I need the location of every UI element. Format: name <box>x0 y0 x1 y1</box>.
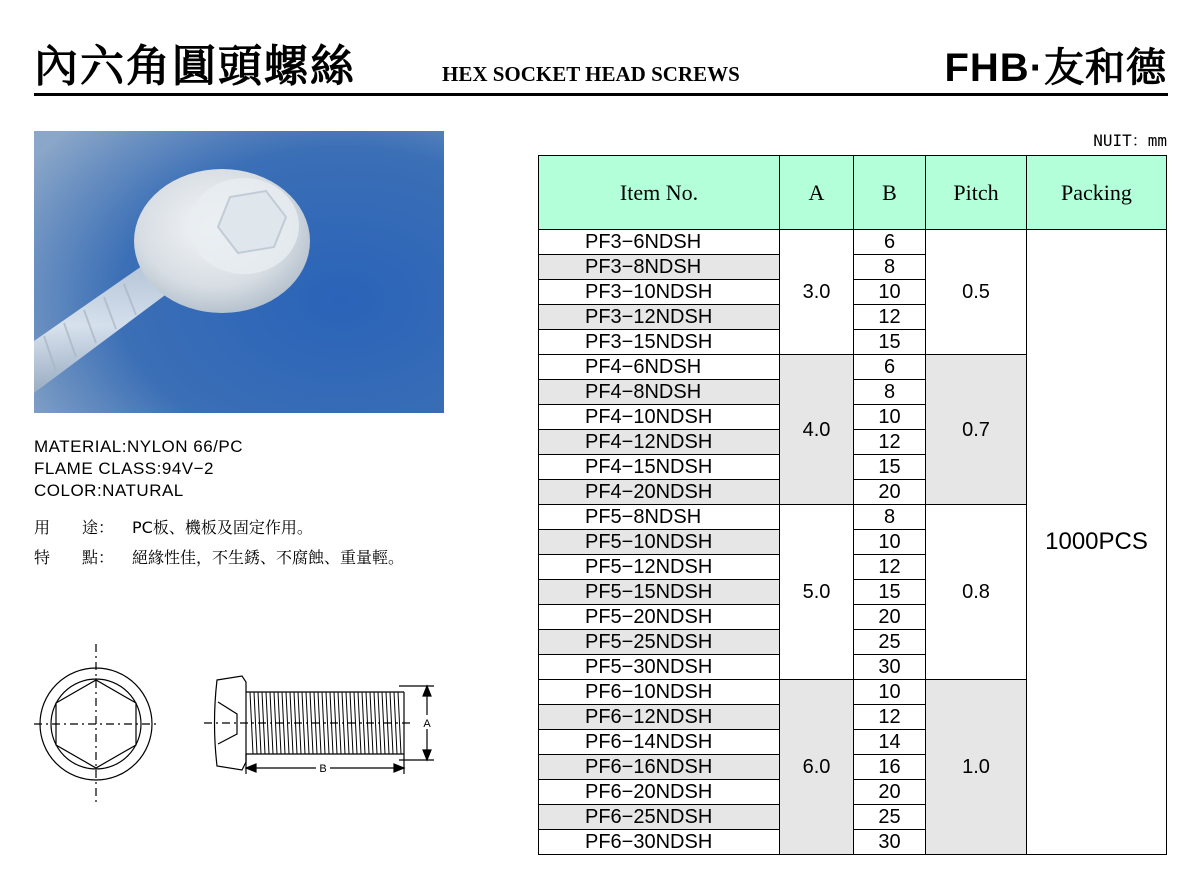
item-no-cell: PF3−12NDSH <box>539 305 780 330</box>
dimension-b-cell: 12 <box>854 430 926 455</box>
dimension-b-cell: 12 <box>854 705 926 730</box>
item-no-cell: PF5−15NDSH <box>539 580 780 605</box>
item-no-cell: PF5−8NDSH <box>539 505 780 530</box>
dimension-b-cell: 16 <box>854 755 926 780</box>
dimension-b-cell: 6 <box>854 355 926 380</box>
dimension-b-cell: 20 <box>854 780 926 805</box>
dimension-b-label: B <box>319 763 327 775</box>
dimension-a-cell: 5.0 <box>780 505 854 680</box>
dimension-a-cell: 4.0 <box>780 355 854 505</box>
item-no-cell: PF6−14NDSH <box>539 730 780 755</box>
specifications <box>34 436 243 502</box>
usage-label: 用 途： <box>34 518 115 537</box>
dimension-a-cell: 3.0 <box>780 230 854 355</box>
dimension-b-cell: 15 <box>854 455 926 480</box>
page-title-chinese: 內六角圓頭螺絲 <box>34 41 356 92</box>
item-no-cell: PF3−8NDSH <box>539 255 780 280</box>
side-view-drawing <box>204 676 434 774</box>
item-no-cell: PF4−10NDSH <box>539 405 780 430</box>
features-label: 特 點： <box>34 548 115 567</box>
dimension-b-cell: 30 <box>854 830 926 855</box>
spec-flame-class: FLAME CLASS:94V−2 <box>34 459 215 478</box>
item-no-cell: PF6−10NDSH <box>539 680 780 705</box>
dimension-b-cell: 25 <box>854 805 926 830</box>
item-no-cell: PF4−12NDSH <box>539 430 780 455</box>
usage-row <box>34 513 454 543</box>
column-header-b: B <box>854 156 926 230</box>
unit-label: NUIT：mm <box>1093 131 1167 150</box>
dimension-b-cell: 15 <box>854 580 926 605</box>
dimension-b-cell: 10 <box>854 405 926 430</box>
dimension-b-cell: 12 <box>854 305 926 330</box>
item-no-cell: PF5−10NDSH <box>539 530 780 555</box>
column-header-packing: Packing <box>1027 156 1167 230</box>
dimension-b-cell: 30 <box>854 655 926 680</box>
features-row <box>34 543 454 573</box>
column-header-pitch: Pitch <box>926 156 1027 230</box>
dimension-b-cell: 10 <box>854 680 926 705</box>
features-text: 絕緣性佳，不生銹、不腐蝕、重量輕。 <box>132 548 405 567</box>
column-header-a: A <box>780 156 854 230</box>
item-no-cell: PF4−15NDSH <box>539 455 780 480</box>
item-no-cell: PF4−20NDSH <box>539 480 780 505</box>
spec-material: MATERIAL:NYLON 66/PC <box>34 437 244 456</box>
spec-color: COLOR:NATURAL <box>34 481 184 500</box>
usage-features <box>34 513 454 573</box>
item-no-cell: PF6−30NDSH <box>539 830 780 855</box>
item-no-cell: PF6−12NDSH <box>539 705 780 730</box>
usage-text: PC板、機板及固定作用。 <box>132 518 313 537</box>
item-no-cell: PF3−6NDSH <box>539 230 780 255</box>
item-no-cell: PF6−25NDSH <box>539 805 780 830</box>
item-no-cell: PF5−20NDSH <box>539 605 780 630</box>
pitch-cell: 1.0 <box>926 680 1027 855</box>
pitch-cell: 0.7 <box>926 355 1027 505</box>
dimension-b-cell: 10 <box>854 530 926 555</box>
header-divider <box>34 93 1168 96</box>
dimension-b-cell: 12 <box>854 555 926 580</box>
item-no-cell: PF6−16NDSH <box>539 755 780 780</box>
dimension-b-cell: 6 <box>854 230 926 255</box>
item-no-cell: PF6−20NDSH <box>539 780 780 805</box>
dimension-b-cell: 8 <box>854 380 926 405</box>
item-no-cell: PF3−10NDSH <box>539 280 780 305</box>
item-no-cell: PF5−25NDSH <box>539 630 780 655</box>
item-no-cell: PF5−30NDSH <box>539 655 780 680</box>
dimension-b-cell: 14 <box>854 730 926 755</box>
pitch-cell: 0.8 <box>926 505 1027 680</box>
table-header-row <box>539 156 1167 230</box>
item-no-cell: PF3−15NDSH <box>539 330 780 355</box>
dimension-a-cell: 6.0 <box>780 680 854 855</box>
packing-cell: 1000PCS <box>1027 230 1167 855</box>
product-photo <box>34 131 444 413</box>
dimension-a-label: A <box>423 718 431 730</box>
item-no-cell: PF4−8NDSH <box>539 380 780 405</box>
dimension-b-cell: 25 <box>854 630 926 655</box>
column-header-item-no: Item No. <box>539 156 780 230</box>
brand-logo: FHB·友和德 <box>944 46 1167 90</box>
page-title-english: HEX SOCKET HEAD SCREWS <box>442 62 740 86</box>
top-view-drawing <box>34 644 160 802</box>
product-table <box>538 155 1167 853</box>
technical-drawing <box>34 640 454 805</box>
table-row <box>539 230 1167 255</box>
dimension-b-cell: 20 <box>854 480 926 505</box>
item-no-cell: PF4−6NDSH <box>539 355 780 380</box>
dimension-b-cell: 8 <box>854 255 926 280</box>
dimension-b-cell: 20 <box>854 605 926 630</box>
dimension-b-cell: 10 <box>854 280 926 305</box>
pitch-cell: 0.5 <box>926 230 1027 355</box>
item-no-cell: PF5−12NDSH <box>539 555 780 580</box>
dimension-b-cell: 8 <box>854 505 926 530</box>
dimension-b-cell: 15 <box>854 330 926 355</box>
